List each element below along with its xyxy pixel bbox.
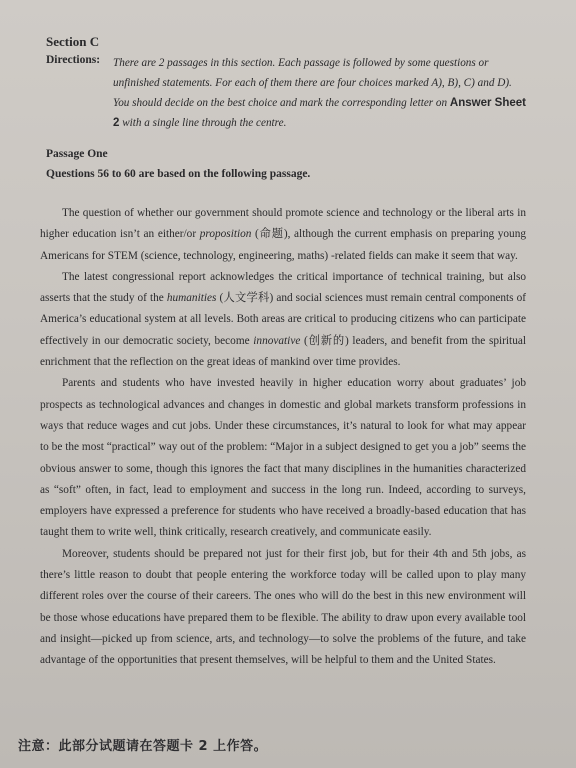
answer-sheet-label: Answer Sheet 2 bbox=[113, 97, 526, 129]
directions-label: Directions: bbox=[46, 54, 101, 66]
section-title: Section C bbox=[46, 34, 100, 49]
directions-tail: with a single line through the centre. bbox=[122, 117, 287, 129]
paragraph-4: Moreover, students should be prepared not just for their first job, but for their 4th and 5th jobs, as there’s little reason to doubt that people entering the workforce today will be called upon to play many different roles over the course of their careers. The ones who will do the best in this new environment will be those whose educations have prepared them to be flexible. The ability to draw upon every available tool and insight—picked up from science, arts, and technology—to solve the problems of the future, and take advantage of the opportunities that present themselves, will be helpful to them and the United States. bbox=[40, 547, 526, 667]
term-humanities: humanities bbox=[166, 292, 217, 305]
paragraph-1-part-a: The question of whether our government should promote science and technology or the liberal arts in higher education isn’t an either/or bbox=[40, 207, 526, 241]
paragraph-2-part-e: (创新的) leaders, and benefit from the spiritual enrichment that the reflection on the great ideas of mankind over time provides. bbox=[40, 334, 526, 369]
questions-heading: Questions 56 to 60 are based on the following passage. bbox=[46, 168, 311, 180]
passage-body bbox=[40, 203, 526, 672]
answer-sheet-note: 注意：此部分试题请在答题卡 2 上作答。 bbox=[18, 739, 268, 754]
passage-label: Passage One bbox=[46, 148, 108, 160]
term-innovative: innovative bbox=[253, 334, 301, 347]
paragraph-1 bbox=[40, 203, 526, 267]
paragraph-2-part-c: (人文学科) and social sciences must remain central components of America’s educational system at all levels. Both areas are critical to producing citizens who can participate effectively in our democratic society, become bbox=[40, 292, 527, 347]
paragraph-1-part-c: (命题), although the current emphasis on preparing young Americans for STEM (science, technology, engineering, maths) -related fields can make it seem that way. bbox=[40, 228, 526, 262]
paragraph-2 bbox=[40, 267, 526, 373]
term-proposition: proposition bbox=[199, 228, 252, 241]
paragraph-2-part-a: The latest congressional report acknowledges the critical importance of technical training, but also asserts that the study of the bbox=[40, 270, 526, 305]
directions-body: There are 2 passages in this section. Each passage is followed by some questions or unfinished statements. For each of them there are four choices marked A), B), C) and D). You should decide on the best choice and mark the corresponding letter on bbox=[113, 57, 512, 109]
directions-text bbox=[113, 53, 529, 133]
paragraph-3: Parents and students who have invested heavily in higher education worry about graduates’ job prospects as technological advances and changes in domestic and global markets transform professions in ways that reduce wages and cut jobs. Under these circumstances, it’s natural to look for what may appear to be the most “practical” way out of the problem: “Major in a subject designed to get you a job” seems the obvious answer to some, though this ignores the fact that many disciplines in the humanities characterized as “soft” often, in fact, lead to employment and success in the long run. Indeed, according to surveys, employers have expressed a preference for students who have received a broadly-based education that has taught them to write well, think critically, research creatively, and communicate easily. bbox=[40, 377, 526, 539]
